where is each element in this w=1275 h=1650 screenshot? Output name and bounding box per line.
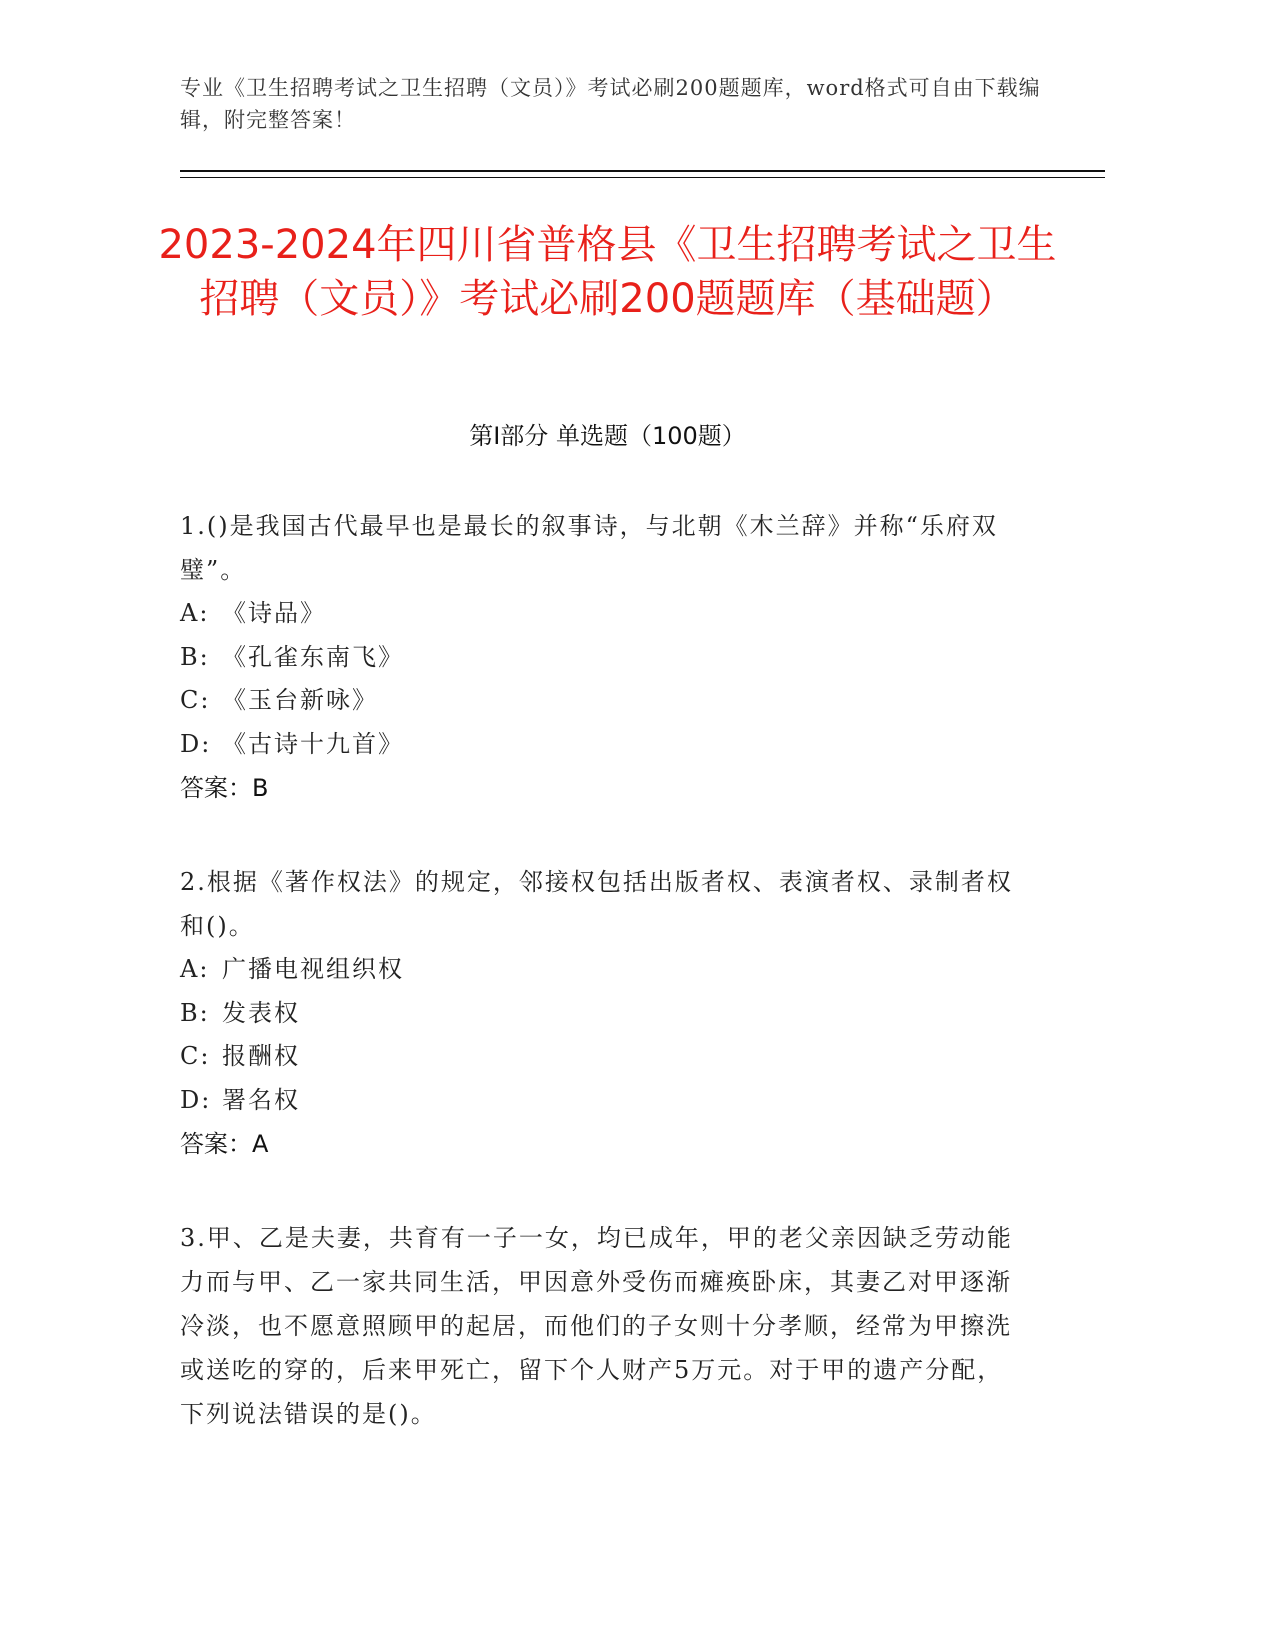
option-text: 发表权 bbox=[222, 998, 300, 1027]
option-text: 报酬权 bbox=[222, 1042, 300, 1070]
option-a bbox=[180, 592, 1020, 636]
document-title: 2023-2024年四川省普格县《卫生招聘考试之卫生招聘（文员）》考试必刷200题题库（基础题） bbox=[158, 222, 1057, 322]
option-c bbox=[180, 679, 1020, 723]
option-letter: C: bbox=[180, 1042, 211, 1070]
option-letter: B: bbox=[180, 642, 210, 671]
option-letter: A: bbox=[180, 599, 210, 627]
option-b bbox=[180, 636, 1020, 680]
answer-line: 答案：B bbox=[180, 774, 269, 802]
option-text: 署名权 bbox=[222, 1085, 300, 1114]
question-stem: 2.根据《著作权法》的规定，邻接权包括出版者权、表演者权、录制者权和()。 bbox=[180, 868, 1013, 940]
section-title: 第I部分 单选题（100题） bbox=[469, 422, 746, 450]
question-stem: 1.()是我国古代最早也是最长的叙事诗，与北朝《木兰辞》并称“乐府双璧”。 bbox=[180, 512, 998, 584]
option-c bbox=[180, 1035, 1020, 1079]
option-text: 《孔雀东南飞》 bbox=[222, 642, 404, 671]
option-a bbox=[180, 948, 1020, 992]
question-3 bbox=[180, 1216, 1020, 1436]
option-letter: B: bbox=[180, 998, 210, 1027]
option-text: 《古诗十九首》 bbox=[222, 729, 404, 758]
answer-line: 答案：A bbox=[180, 1130, 269, 1158]
option-b bbox=[180, 992, 1020, 1036]
question-2 bbox=[180, 860, 1020, 1166]
header-note: 专业《卫生招聘考试之卫生招聘（文员）》考试必刷200题题库，word格式可自由下载编辑，附完整答案！ bbox=[180, 76, 1041, 132]
option-d bbox=[180, 1079, 1020, 1123]
option-letter: D: bbox=[180, 1085, 212, 1114]
option-letter: C: bbox=[180, 686, 211, 714]
option-text: 《玉台新咏》 bbox=[222, 686, 378, 714]
question-1 bbox=[180, 504, 1020, 810]
option-letter: D: bbox=[180, 729, 212, 758]
option-text: 广播电视组织权 bbox=[222, 955, 404, 983]
question-list bbox=[180, 504, 1020, 1486]
option-letter: A: bbox=[180, 955, 210, 983]
header-divider-thin bbox=[180, 177, 1105, 178]
question-stem: 3.甲、乙是夫妻，共育有一子一女，均已成年，甲的老父亲因缺乏劳动能力而与甲、乙一家共同生活，甲因意外受伤而瘫痪卧床，其妻乙对甲逐渐冷淡，也不愿意照顾甲的起居，而他们的子女则十分孝顺，经常为甲擦洗或送吃的穿的，后来甲死亡，留下个人财产5万元。对于甲的遗产分配，下列说法错误的是()。 bbox=[180, 1224, 1013, 1428]
option-d bbox=[180, 723, 1020, 767]
option-text: 《诗品》 bbox=[222, 599, 326, 627]
header-divider-thick bbox=[180, 170, 1105, 172]
